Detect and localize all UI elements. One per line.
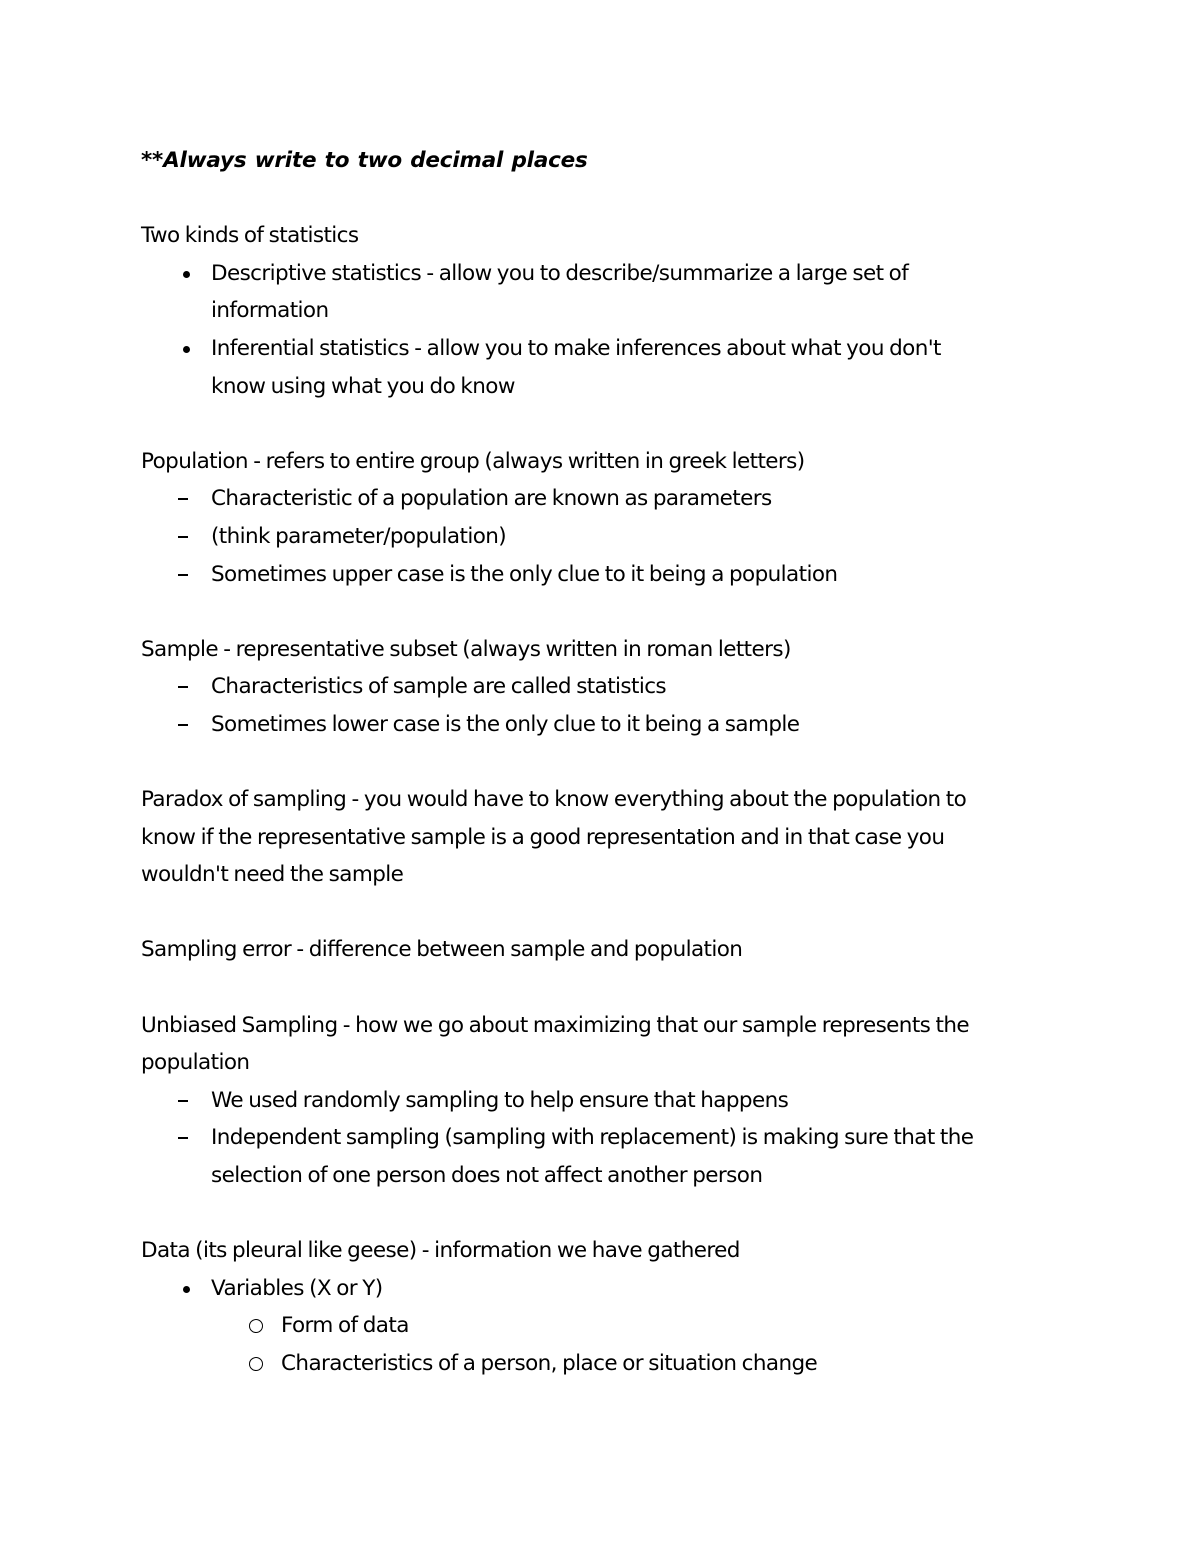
dash-marker [141,668,211,706]
list-item-text: Inferential statistics - allow you to make inferences about what you don't [211,335,941,361]
dash-icon [178,724,188,726]
list-item-descriptive [141,255,1041,293]
list-item-continuation: selection of one person does not affect another person [211,1163,763,1189]
paragraph-paradox-line-2: know if the representative sample is a good representation and in that case you [141,824,945,850]
list-item-text: Independent sampling (sampling with replacement) is making sure that the [211,1125,974,1151]
circle-marker [141,1345,281,1383]
section-heading-data: Data (its pleural like geese) - information we have gathered [141,1238,740,1264]
bullet-dot-icon [183,346,190,353]
dash-icon [178,536,188,538]
dash-icon [178,1137,188,1139]
list-item-inferential [141,330,1041,368]
dash-icon [178,574,188,576]
bullet-marker [141,255,211,293]
list-item-text: Sometimes upper case is the only clue to it being a population [211,561,838,587]
list-item-sample-2 [141,706,1041,744]
spacer [141,969,1041,1007]
paragraph-unbiased-line-2: population [141,1050,250,1076]
spacer [141,744,1041,782]
paragraph-sampling-error: Sampling error - difference between sample and population [141,937,743,963]
dash-marker [141,556,211,594]
paragraph-paradox-line-1: Paradox of sampling - you would have to know everything about the population to [141,787,967,813]
list-item-text: Variables (X or Y) [211,1275,383,1301]
list-item-population-2 [141,518,1041,556]
bullet-dot-icon [183,1286,190,1293]
title-note: **Always write to two decimal places [141,148,588,173]
section-heading-population: Population - refers to entire group (always written in greek letters) [141,448,805,474]
spacer [141,405,1041,443]
list-item-text: We used randomly sampling to help ensure that happens [211,1087,789,1113]
list-item-text: (think parameter/population) [211,523,507,549]
section-heading-kinds: Two kinds of statistics [141,223,359,249]
list-item-text: Sometimes lower case is the only clue to it being a sample [211,711,800,737]
dash-icon [178,686,188,688]
dash-icon [178,498,188,500]
dash-marker [141,1119,211,1157]
spacer [141,894,1041,932]
spacer [141,593,1041,631]
list-item-text: Characteristics of sample are called statistics [211,674,667,700]
list-item-variables [141,1270,1041,1308]
list-item-population-3 [141,556,1041,594]
hollow-circle-icon [249,1319,263,1333]
list-item-text: Characteristic of a population are known as parameters [211,486,772,512]
bullet-marker [141,1270,211,1308]
dash-marker [141,518,211,556]
spacer [141,180,1041,218]
paragraph-paradox-line-3: wouldn't need the sample [141,862,404,888]
spacer [141,1195,1041,1233]
list-item-unbiased-2 [141,1119,1041,1157]
list-item-unbiased-1 [141,1082,1041,1120]
dash-marker [141,1082,211,1120]
dash-icon [178,1100,188,1102]
list-item-continuation: information [211,298,329,324]
section-heading-sample: Sample - representative subset (always written in roman letters) [141,636,791,662]
dash-marker [141,706,211,744]
document-body [141,142,1041,1383]
circle-marker [141,1307,281,1345]
bullet-dot-icon [183,271,190,278]
list-item-text: Descriptive statistics - allow you to describe/summarize a large set of [211,260,909,286]
hollow-circle-icon [249,1357,263,1371]
sub-list-item-characteristics [141,1345,1041,1383]
dash-marker [141,480,211,518]
list-item-continuation: know using what you do know [211,373,515,399]
list-item-population-1 [141,480,1041,518]
sub-list-item-text: Characteristics of a person, place or situation change [281,1351,818,1376]
sub-list-item-text: Form of data [281,1313,409,1339]
sub-list-item-form [141,1307,1041,1345]
list-item-sample-1 [141,668,1041,706]
paragraph-unbiased-line-1: Unbiased Sampling - how we go about maximizing that our sample represents the [141,1012,969,1038]
bullet-marker [141,330,211,368]
